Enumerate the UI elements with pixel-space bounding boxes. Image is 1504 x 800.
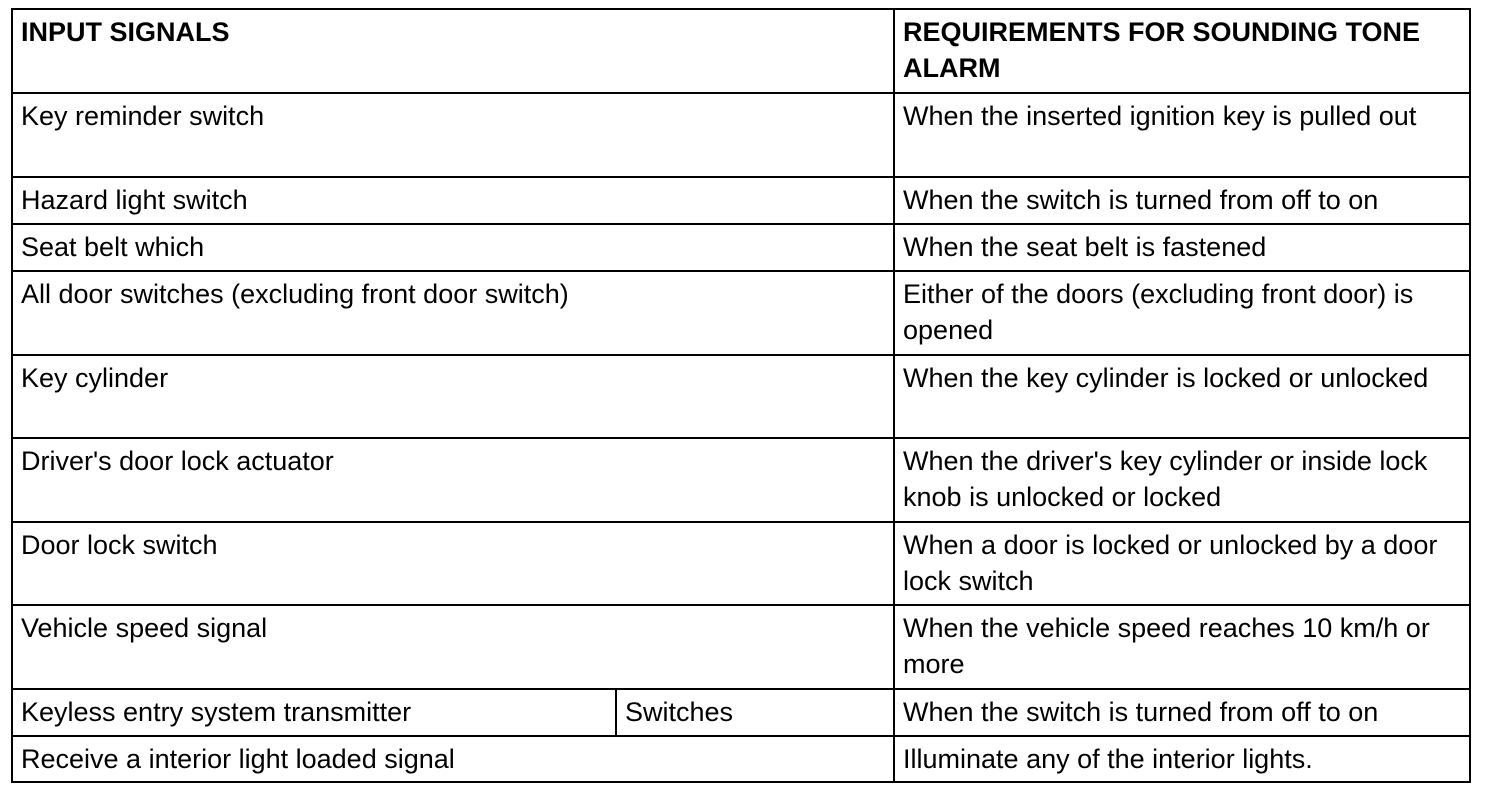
requirement-cell: Illuminate any of the interior lights. (894, 736, 1470, 782)
requirement-cell: Either of the doors (excluding front door) is opened (894, 271, 1470, 355)
header-input-signals: INPUT SIGNALS (12, 9, 894, 93)
requirement-cell: When the key cylinder is locked or unlocked (894, 355, 1470, 438)
signal-cell: Seat belt which (12, 224, 894, 271)
table-row (12, 93, 1470, 177)
requirement-cell: When the switch is turned from off to on (894, 177, 1470, 224)
table-row (12, 522, 1470, 605)
signal-cell: Receive a interior light loaded signal (12, 736, 894, 782)
table-row (12, 224, 1470, 271)
requirement-cell: When the switch is turned from off to on (894, 689, 1470, 736)
signal-cell: Vehicle speed signal (12, 605, 894, 689)
table-header-row (12, 9, 1470, 93)
table-row (12, 355, 1470, 438)
signal-cell: Door lock switch (12, 522, 894, 605)
requirement-cell: When the seat belt is fastened (894, 224, 1470, 271)
header-requirements: REQUIREMENTS FOR SOUNDING TONE ALARM (894, 9, 1470, 93)
subsignal-cell: Switches (616, 689, 894, 736)
signal-cell: Keyless entry system transmitter (12, 689, 616, 736)
table-row (12, 438, 1470, 522)
signal-cell: Driver's door lock actuator (12, 438, 894, 522)
signal-cell: Key cylinder (12, 355, 894, 438)
requirement-cell: When the vehicle speed reaches 10 km/h or more (894, 605, 1470, 689)
table-row (12, 177, 1470, 224)
table-row (12, 271, 1470, 355)
table-row (12, 736, 1470, 782)
signal-cell: All door switches (excluding front door switch) (12, 271, 894, 355)
table-row (12, 605, 1470, 689)
signal-cell: Key reminder switch (12, 93, 894, 177)
table-row (12, 689, 1470, 736)
requirement-cell: When the inserted ignition key is pulled out (894, 93, 1470, 177)
tone-alarm-table (11, 8, 1471, 783)
requirement-cell: When a door is locked or unlocked by a door lock switch (894, 522, 1470, 605)
requirement-cell: When the driver's key cylinder or inside lock knob is unlocked or locked (894, 438, 1470, 522)
signal-cell: Hazard light switch (12, 177, 894, 224)
